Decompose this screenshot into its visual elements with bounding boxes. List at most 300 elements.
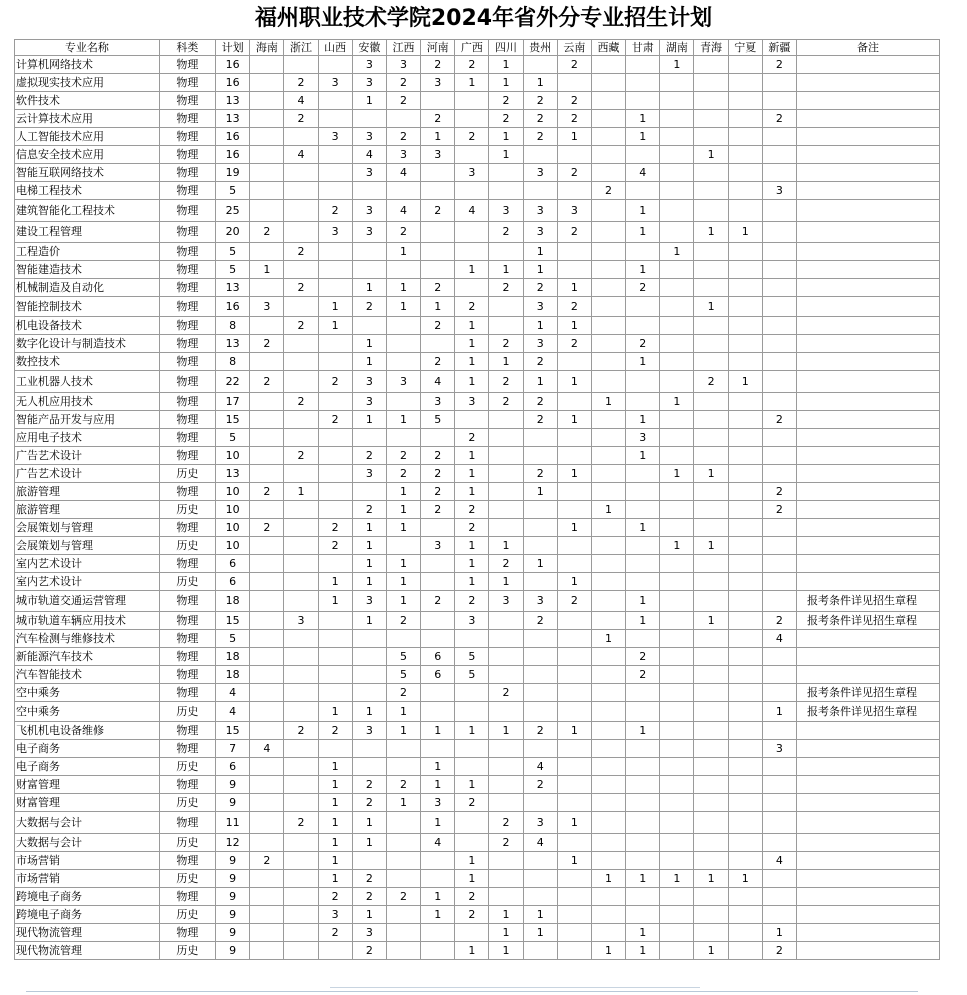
province-quota-cell <box>660 888 694 906</box>
remark-cell <box>797 812 940 834</box>
remark-cell <box>797 393 940 411</box>
province-quota-cell: 2 <box>489 335 523 353</box>
province-quota-cell <box>386 906 420 924</box>
plan-total-cell: 7 <box>216 740 250 758</box>
remark-cell <box>797 353 940 371</box>
province-quota-cell: 1 <box>557 317 591 335</box>
province-quota-cell <box>728 666 762 684</box>
province-quota-cell: 2 <box>626 648 660 666</box>
province-quota-cell <box>250 924 284 942</box>
province-quota-cell <box>284 870 318 888</box>
province-quota-cell: 2 <box>250 483 284 501</box>
province-quota-cell <box>591 758 625 776</box>
province-quota-cell: 2 <box>523 92 557 110</box>
province-quota-cell <box>421 612 455 630</box>
province-quota-cell: 2 <box>284 393 318 411</box>
province-quota-cell: 2 <box>386 92 420 110</box>
remark-cell <box>797 74 940 92</box>
province-quota-cell <box>728 573 762 591</box>
province-quota-cell: 1 <box>421 722 455 740</box>
remark-cell <box>797 146 940 164</box>
province-quota-cell: 3 <box>352 393 386 411</box>
province-quota-cell <box>626 243 660 261</box>
province-quota-cell <box>489 794 523 812</box>
province-quota-cell <box>626 702 660 722</box>
table-row <box>15 483 940 501</box>
province-quota-cell: 1 <box>455 942 489 960</box>
province-quota-cell: 2 <box>489 812 523 834</box>
province-quota-cell <box>250 870 284 888</box>
province-quota-cell: 2 <box>762 56 796 74</box>
major-name-cell: 城市轨道车辆应用技术 <box>15 612 160 630</box>
province-quota-cell <box>728 297 762 317</box>
province-quota-cell: 4 <box>284 146 318 164</box>
province-quota-cell <box>318 56 352 74</box>
province-quota-cell <box>762 128 796 146</box>
province-quota-cell <box>523 447 557 465</box>
province-quota-cell <box>386 335 420 353</box>
table-row <box>15 812 940 834</box>
province-quota-cell: 2 <box>455 591 489 612</box>
province-quota-cell <box>250 537 284 555</box>
table-row <box>15 74 940 92</box>
province-quota-cell <box>421 702 455 722</box>
province-quota-cell <box>455 222 489 243</box>
plan-total-cell: 8 <box>216 317 250 335</box>
province-quota-cell <box>250 164 284 182</box>
subject-type-cell: 历史 <box>159 501 215 519</box>
province-quota-cell: 1 <box>421 128 455 146</box>
major-name-cell: 智能互联网络技术 <box>15 164 160 182</box>
province-quota-cell: 1 <box>489 722 523 740</box>
province-quota-cell <box>728 591 762 612</box>
province-quota-cell: 2 <box>318 888 352 906</box>
province-quota-cell <box>250 393 284 411</box>
province-quota-cell: 1 <box>591 630 625 648</box>
province-quota-cell <box>318 243 352 261</box>
province-quota-cell: 1 <box>318 852 352 870</box>
province-quota-cell <box>489 648 523 666</box>
province-quota-cell <box>557 555 591 573</box>
province-quota-cell <box>728 942 762 960</box>
subject-type-cell: 物理 <box>159 740 215 758</box>
province-quota-cell <box>591 74 625 92</box>
province-quota-cell: 2 <box>694 371 728 393</box>
subject-type-cell: 物理 <box>159 429 215 447</box>
province-quota-cell <box>626 852 660 870</box>
subject-type-cell: 历史 <box>159 758 215 776</box>
province-quota-cell: 1 <box>626 722 660 740</box>
province-quota-cell: 1 <box>421 812 455 834</box>
province-quota-cell: 2 <box>523 110 557 128</box>
table-row <box>15 297 940 317</box>
province-quota-cell: 2 <box>557 92 591 110</box>
province-quota-cell <box>250 906 284 924</box>
province-quota-cell <box>455 243 489 261</box>
province-quota-cell <box>318 429 352 447</box>
province-quota-cell: 2 <box>523 279 557 297</box>
province-quota-cell: 1 <box>660 537 694 555</box>
province-quota-cell: 1 <box>352 812 386 834</box>
province-quota-cell: 1 <box>455 555 489 573</box>
province-quota-cell <box>591 612 625 630</box>
province-quota-cell: 2 <box>489 393 523 411</box>
province-quota-cell <box>694 555 728 573</box>
province-quota-cell: 1 <box>557 852 591 870</box>
province-quota-cell <box>694 429 728 447</box>
province-quota-cell: 1 <box>762 924 796 942</box>
province-quota-cell <box>421 519 455 537</box>
province-quota-cell: 1 <box>489 146 523 164</box>
province-quota-cell <box>591 906 625 924</box>
province-quota-cell <box>591 924 625 942</box>
province-quota-cell <box>318 483 352 501</box>
province-quota-cell: 2 <box>489 92 523 110</box>
province-quota-cell <box>250 722 284 740</box>
province-quota-cell <box>660 776 694 794</box>
province-quota-cell: 2 <box>557 110 591 128</box>
province-quota-cell: 2 <box>284 110 318 128</box>
province-quota-cell: 1 <box>318 758 352 776</box>
province-quota-cell <box>694 906 728 924</box>
province-quota-cell <box>591 222 625 243</box>
province-quota-cell: 2 <box>421 200 455 222</box>
province-quota-cell <box>591 684 625 702</box>
province-quota-cell: 2 <box>421 483 455 501</box>
remark-cell <box>797 666 940 684</box>
province-quota-cell <box>591 128 625 146</box>
subject-type-cell: 物理 <box>159 722 215 740</box>
province-quota-cell: 2 <box>626 666 660 684</box>
province-quota-cell <box>489 429 523 447</box>
province-quota-cell: 2 <box>284 722 318 740</box>
province-quota-cell: 1 <box>557 279 591 297</box>
province-quota-cell <box>728 164 762 182</box>
province-quota-cell <box>762 834 796 852</box>
province-quota-cell <box>660 924 694 942</box>
province-quota-cell: 1 <box>386 483 420 501</box>
footer-divider <box>26 991 918 992</box>
province-quota-cell: 2 <box>455 429 489 447</box>
province-quota-cell <box>386 812 420 834</box>
province-quota-cell <box>660 371 694 393</box>
province-quota-cell <box>694 573 728 591</box>
province-quota-cell <box>489 317 523 335</box>
table-row <box>15 776 940 794</box>
province-quota-cell: 2 <box>318 411 352 429</box>
plan-total-cell: 13 <box>216 465 250 483</box>
remark-cell <box>797 465 940 483</box>
column-header: 四川 <box>489 40 523 56</box>
plan-total-cell: 19 <box>216 164 250 182</box>
province-quota-cell <box>728 146 762 164</box>
province-quota-cell <box>352 182 386 200</box>
province-quota-cell <box>250 411 284 429</box>
province-quota-cell <box>421 92 455 110</box>
enrollment-plan-table <box>14 39 940 960</box>
major-name-cell: 飞机机电设备维修 <box>15 722 160 740</box>
province-quota-cell <box>284 942 318 960</box>
province-quota-cell <box>591 200 625 222</box>
plan-total-cell: 5 <box>216 182 250 200</box>
major-name-cell: 跨境电子商务 <box>15 888 160 906</box>
remark-cell: 报考条件详见招生章程 <box>797 591 940 612</box>
province-quota-cell <box>318 465 352 483</box>
province-quota-cell: 1 <box>386 411 420 429</box>
province-quota-cell: 2 <box>386 612 420 630</box>
province-quota-cell <box>591 740 625 758</box>
province-quota-cell: 4 <box>421 834 455 852</box>
province-quota-cell <box>284 740 318 758</box>
province-quota-cell <box>523 537 557 555</box>
province-quota-cell <box>318 740 352 758</box>
province-quota-cell: 1 <box>591 501 625 519</box>
province-quota-cell <box>728 92 762 110</box>
province-quota-cell: 1 <box>352 279 386 297</box>
table-row <box>15 222 940 243</box>
table-row <box>15 834 940 852</box>
province-quota-cell <box>250 92 284 110</box>
province-quota-cell <box>284 834 318 852</box>
province-quota-cell <box>762 222 796 243</box>
major-name-cell: 跨境电子商务 <box>15 906 160 924</box>
province-quota-cell <box>557 666 591 684</box>
province-quota-cell <box>250 555 284 573</box>
province-quota-cell <box>694 353 728 371</box>
province-quota-cell <box>660 297 694 317</box>
province-quota-cell: 1 <box>557 371 591 393</box>
column-header: 甘肃 <box>626 40 660 56</box>
province-quota-cell <box>694 812 728 834</box>
province-quota-cell <box>250 888 284 906</box>
province-quota-cell <box>694 243 728 261</box>
table-row <box>15 942 940 960</box>
province-quota-cell <box>694 834 728 852</box>
province-quota-cell <box>694 740 728 758</box>
province-quota-cell <box>250 110 284 128</box>
remark-cell <box>797 758 940 776</box>
province-quota-cell <box>626 776 660 794</box>
province-quota-cell <box>728 465 762 483</box>
province-quota-cell: 2 <box>386 465 420 483</box>
plan-total-cell: 8 <box>216 353 250 371</box>
province-quota-cell <box>386 537 420 555</box>
province-quota-cell <box>762 519 796 537</box>
subject-type-cell: 物理 <box>159 146 215 164</box>
table-row <box>15 573 940 591</box>
province-quota-cell <box>660 222 694 243</box>
province-quota-cell <box>455 411 489 429</box>
column-header: 河南 <box>421 40 455 56</box>
province-quota-cell: 1 <box>626 591 660 612</box>
province-quota-cell <box>626 371 660 393</box>
plan-total-cell: 11 <box>216 812 250 834</box>
province-quota-cell: 2 <box>318 537 352 555</box>
province-quota-cell <box>591 834 625 852</box>
province-quota-cell <box>660 501 694 519</box>
province-quota-cell: 2 <box>455 906 489 924</box>
plan-total-cell: 20 <box>216 222 250 243</box>
province-quota-cell: 1 <box>386 555 420 573</box>
province-quota-cell: 3 <box>523 591 557 612</box>
province-quota-cell <box>318 648 352 666</box>
table-row <box>15 630 940 648</box>
province-quota-cell: 1 <box>352 411 386 429</box>
province-quota-cell: 2 <box>421 279 455 297</box>
province-quota-cell <box>762 648 796 666</box>
province-quota-cell: 2 <box>284 317 318 335</box>
province-quota-cell <box>728 776 762 794</box>
plan-total-cell: 10 <box>216 519 250 537</box>
province-quota-cell <box>591 164 625 182</box>
table-row <box>15 128 940 146</box>
plan-total-cell: 5 <box>216 429 250 447</box>
province-quota-cell <box>284 164 318 182</box>
major-name-cell: 智能产品开发与应用 <box>15 411 160 429</box>
province-quota-cell <box>762 429 796 447</box>
province-quota-cell <box>523 740 557 758</box>
province-quota-cell: 2 <box>250 371 284 393</box>
table-row <box>15 56 940 74</box>
province-quota-cell <box>250 146 284 164</box>
province-quota-cell: 1 <box>626 222 660 243</box>
major-name-cell: 数字化设计与制造技术 <box>15 335 160 353</box>
province-quota-cell <box>318 164 352 182</box>
column-header: 宁夏 <box>728 40 762 56</box>
province-quota-cell <box>660 519 694 537</box>
province-quota-cell <box>523 942 557 960</box>
province-quota-cell <box>352 852 386 870</box>
province-quota-cell: 2 <box>557 297 591 317</box>
table-row <box>15 393 940 411</box>
province-quota-cell <box>318 353 352 371</box>
major-name-cell: 新能源汽车技术 <box>15 648 160 666</box>
province-quota-cell <box>284 776 318 794</box>
province-quota-cell <box>489 630 523 648</box>
province-quota-cell <box>489 164 523 182</box>
remark-cell <box>797 740 940 758</box>
column-header: 贵州 <box>523 40 557 56</box>
table-row <box>15 447 940 465</box>
province-quota-cell <box>626 393 660 411</box>
province-quota-cell <box>728 684 762 702</box>
province-quota-cell: 1 <box>318 317 352 335</box>
column-header: 安徽 <box>352 40 386 56</box>
subject-type-cell: 物理 <box>159 924 215 942</box>
province-quota-cell <box>626 834 660 852</box>
province-quota-cell <box>489 243 523 261</box>
province-quota-cell <box>728 924 762 942</box>
province-quota-cell: 2 <box>386 684 420 702</box>
plan-total-cell: 6 <box>216 555 250 573</box>
province-quota-cell: 1 <box>352 573 386 591</box>
province-quota-cell: 3 <box>523 335 557 353</box>
province-quota-cell <box>762 279 796 297</box>
province-quota-cell: 2 <box>421 501 455 519</box>
province-quota-cell: 3 <box>318 222 352 243</box>
province-quota-cell <box>250 942 284 960</box>
province-quota-cell <box>284 702 318 722</box>
province-quota-cell <box>421 852 455 870</box>
province-quota-cell <box>694 648 728 666</box>
province-quota-cell: 1 <box>352 834 386 852</box>
major-name-cell: 机械制造及自动化 <box>15 279 160 297</box>
province-quota-cell <box>626 906 660 924</box>
province-quota-cell <box>250 776 284 794</box>
province-quota-cell <box>284 906 318 924</box>
table-row <box>15 591 940 612</box>
province-quota-cell <box>523 794 557 812</box>
province-quota-cell: 2 <box>421 447 455 465</box>
remark-cell: 报考条件详见招生章程 <box>797 702 940 722</box>
province-quota-cell <box>626 888 660 906</box>
subject-type-cell: 物理 <box>159 888 215 906</box>
major-name-cell: 会展策划与管理 <box>15 537 160 555</box>
province-quota-cell <box>762 317 796 335</box>
province-quota-cell <box>284 573 318 591</box>
province-quota-cell <box>762 722 796 740</box>
province-quota-cell: 1 <box>660 393 694 411</box>
province-quota-cell: 3 <box>421 393 455 411</box>
major-name-cell: 市场营销 <box>15 870 160 888</box>
province-quota-cell: 3 <box>386 146 420 164</box>
province-quota-cell <box>660 573 694 591</box>
province-quota-cell <box>284 537 318 555</box>
province-quota-cell: 1 <box>626 200 660 222</box>
subject-type-cell: 物理 <box>159 222 215 243</box>
page-title: 福州职业技术学院2024年省外分专业招生计划 <box>254 6 713 31</box>
province-quota-cell: 2 <box>455 56 489 74</box>
province-quota-cell <box>660 666 694 684</box>
major-name-cell: 广告艺术设计 <box>15 465 160 483</box>
province-quota-cell <box>557 648 591 666</box>
province-quota-cell <box>284 630 318 648</box>
province-quota-cell: 3 <box>318 906 352 924</box>
subject-type-cell: 物理 <box>159 279 215 297</box>
province-quota-cell: 1 <box>523 243 557 261</box>
province-quota-cell: 4 <box>762 630 796 648</box>
province-quota-cell <box>728 834 762 852</box>
province-quota-cell <box>626 740 660 758</box>
province-quota-cell: 1 <box>489 924 523 942</box>
subject-type-cell: 物理 <box>159 261 215 279</box>
remark-cell <box>797 483 940 501</box>
province-quota-cell <box>284 261 318 279</box>
province-quota-cell: 1 <box>523 555 557 573</box>
column-header: 专业名称 <box>15 40 160 56</box>
province-quota-cell <box>694 722 728 740</box>
province-quota-cell <box>762 243 796 261</box>
province-quota-cell: 2 <box>284 74 318 92</box>
province-quota-cell <box>728 555 762 573</box>
province-quota-cell <box>591 92 625 110</box>
plan-total-cell: 18 <box>216 591 250 612</box>
plan-total-cell: 10 <box>216 501 250 519</box>
province-quota-cell: 1 <box>455 317 489 335</box>
subject-type-cell: 物理 <box>159 555 215 573</box>
table-row <box>15 648 940 666</box>
province-quota-cell: 1 <box>523 317 557 335</box>
province-quota-cell: 4 <box>421 371 455 393</box>
province-quota-cell <box>762 812 796 834</box>
province-quota-cell: 5 <box>455 648 489 666</box>
province-quota-cell: 1 <box>626 353 660 371</box>
province-quota-cell <box>694 182 728 200</box>
plan-total-cell: 5 <box>216 243 250 261</box>
major-name-cell: 室内艺术设计 <box>15 555 160 573</box>
province-quota-cell: 2 <box>762 110 796 128</box>
province-quota-cell <box>660 128 694 146</box>
